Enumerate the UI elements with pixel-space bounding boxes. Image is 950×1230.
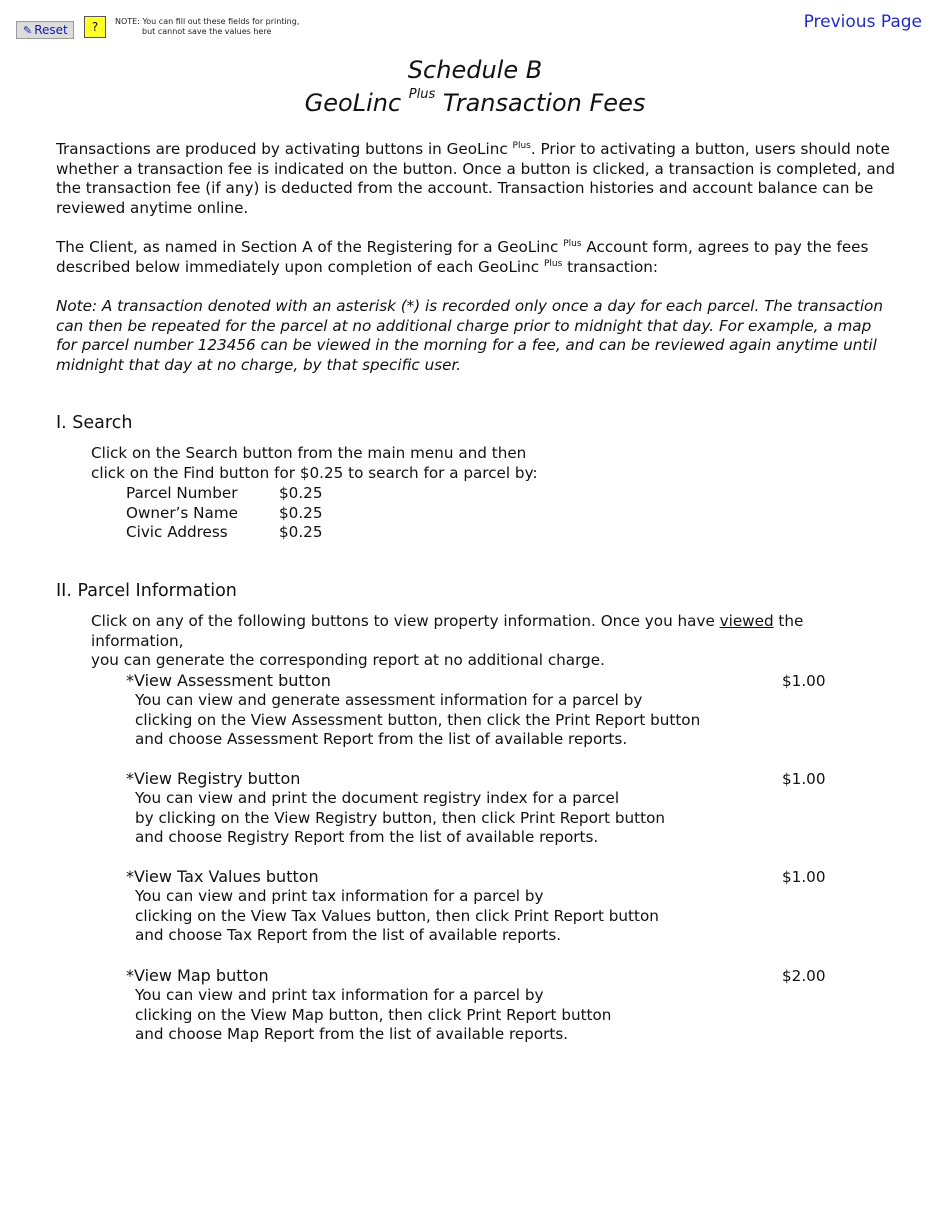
fee-item-desc-line: You can view and print tax information for a parcel by bbox=[135, 986, 544, 1004]
parcel-heading: II. Parcel Information bbox=[56, 581, 237, 601]
reset-label: Reset bbox=[34, 23, 68, 37]
intro-paragraph-1 bbox=[56, 140, 896, 218]
parcel-line-1-a: Click on any of the following buttons to view property information. Once you have bbox=[91, 612, 715, 630]
fee-item-price: $1.00 bbox=[782, 868, 826, 886]
search-item-label: Parcel Number bbox=[126, 484, 238, 502]
fee-item-price: $1.00 bbox=[782, 672, 826, 690]
fee-item-description bbox=[135, 691, 700, 750]
intro-p2-text-a: The Client, as named in Section A of the Registering for a GeoLinc bbox=[56, 238, 559, 256]
note-line-2: but cannot save the values here bbox=[142, 27, 272, 36]
parcel-line-1 bbox=[91, 612, 891, 651]
fee-item-desc-line: You can view and print tax information for a parcel by bbox=[135, 887, 544, 905]
title-post: Transaction Fees bbox=[442, 89, 646, 117]
fee-item-description bbox=[135, 887, 659, 946]
fee-item-desc-line: clicking on the View Map button, then click Print Report button bbox=[135, 1005, 612, 1024]
search-item-price: $0.25 bbox=[279, 484, 323, 502]
viewed-underlined: viewed bbox=[719, 612, 774, 630]
fee-item-desc-line: and choose Assessment Report from the list of available reports. bbox=[135, 730, 628, 748]
fee-item-desc-line: and choose Tax Report from the list of available reports. bbox=[135, 926, 562, 944]
fee-item-desc-line: clicking on the View Assessment button, then click the Print Report button bbox=[135, 710, 701, 729]
help-button[interactable]: ? bbox=[84, 16, 106, 38]
fee-item-desc-line: and choose Registry Report from the list of available reports. bbox=[135, 828, 599, 846]
fee-item-price: $2.00 bbox=[782, 967, 826, 985]
fee-item-title: *View Map button bbox=[126, 966, 269, 985]
search-item-price: $0.25 bbox=[279, 523, 323, 541]
title-pre: GeoLinc bbox=[304, 89, 402, 117]
intro-p2-text-c: transaction: bbox=[567, 257, 659, 276]
intro-p1-sup: Plus bbox=[512, 141, 531, 151]
search-description bbox=[91, 444, 538, 483]
fee-item-desc-line: and choose Map Report from the list of available reports. bbox=[135, 1025, 569, 1043]
search-item-label: Owner’s Name bbox=[126, 504, 238, 522]
intro-p2-text-b: Account form, agrees to pay the fees described below immediately upon completion of each GeoLinc bbox=[56, 238, 869, 276]
search-line-2: click on the Find button for $0.25 to search for a parcel by: bbox=[91, 463, 538, 482]
asterisk-note: Note: A transaction denoted with an asterisk (*) is recorded only once a day for each parcel. The transaction can then be repeated for the parcel at no additional charge prior to midnight that day. For example, a map for parcel number 123456 can be viewed in the morning for a fee, and can be reviewed again anytime until midnight that day at no charge, by that specific user. bbox=[56, 297, 883, 374]
intro-paragraph-2 bbox=[56, 238, 896, 277]
search-heading: I. Search bbox=[56, 413, 133, 433]
fee-item-title: *View Tax Values button bbox=[126, 867, 319, 886]
search-line-1: Click on the Search button from the main menu and then bbox=[91, 444, 527, 462]
eraser-icon: ✎ bbox=[23, 23, 33, 37]
fee-item-price: $1.00 bbox=[782, 770, 826, 788]
search-item-price: $0.25 bbox=[279, 504, 323, 522]
fee-item-desc-line: clicking on the View Tax Values button, then click Print Report button bbox=[135, 906, 659, 925]
intro-p2-sup-1: Plus bbox=[563, 239, 582, 249]
intro-p1-text-b: . Prior to activating a button, users should note whether a transaction fee is indicated on the button. Once a button is clicked, a transaction is completed, and the transaction fee (if any) is deducted from the account. Transaction histories and account balance can be reviewed anytime online. bbox=[56, 140, 896, 217]
fee-item-description bbox=[135, 789, 665, 848]
intro-p1-text-a: Transactions are produced by activating buttons in GeoLinc bbox=[56, 140, 508, 158]
fee-item-title: *View Assessment button bbox=[126, 671, 331, 690]
page-title bbox=[0, 89, 950, 117]
reset-button[interactable] bbox=[16, 21, 74, 39]
parcel-line-2: you can generate the corresponding report at no additional charge. bbox=[91, 651, 605, 669]
fee-item-desc-line: You can view and print the document registry index for a parcel bbox=[135, 789, 620, 807]
fee-item-title: *View Registry button bbox=[126, 769, 301, 788]
intro-p2-sup-2: Plus bbox=[543, 258, 563, 269]
fee-item-desc-line: You can view and generate assessment information for a parcel by bbox=[135, 691, 643, 709]
title-sup: Plus bbox=[408, 87, 436, 102]
parcel-description bbox=[91, 612, 891, 671]
search-item-label: Civic Address bbox=[126, 523, 228, 541]
schedule-title: Schedule B bbox=[407, 56, 543, 84]
fee-item-desc-line: by clicking on the View Registry button, then click Print Report button bbox=[135, 808, 665, 827]
toolbar-note bbox=[115, 17, 299, 37]
previous-page-link[interactable]: Previous Page bbox=[803, 12, 922, 32]
fee-item-description bbox=[135, 986, 611, 1045]
note-line-1: NOTE: You can fill out these fields for printing, bbox=[115, 17, 300, 26]
parcel-line-1-b: the information, bbox=[91, 612, 804, 650]
